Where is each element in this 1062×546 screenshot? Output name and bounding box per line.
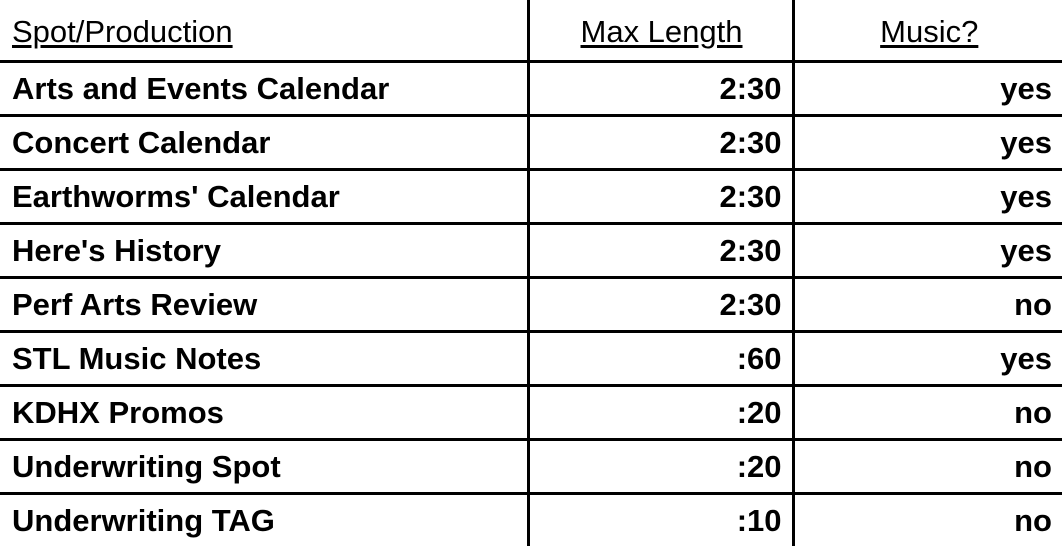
table-row [0, 62, 1062, 116]
cell-max-length: :60 [528, 332, 793, 386]
cell-max-length: 2:30 [528, 170, 793, 224]
cell-max-length: :20 [528, 440, 793, 494]
table-row [0, 224, 1062, 278]
cell-spot-name: Underwriting Spot [0, 440, 528, 494]
cell-spot-name: Arts and Events Calendar [0, 62, 528, 116]
cell-music: no [793, 386, 1062, 440]
cell-max-length: 2:30 [528, 224, 793, 278]
cell-spot-name: Here's History [0, 224, 528, 278]
cell-max-length: 2:30 [528, 62, 793, 116]
cell-max-length: 2:30 [528, 278, 793, 332]
table-row [0, 332, 1062, 386]
table-row [0, 386, 1062, 440]
cell-spot-name: Perf Arts Review [0, 278, 528, 332]
cell-music: yes [793, 116, 1062, 170]
cell-spot-name: Concert Calendar [0, 116, 528, 170]
table-header-row [0, 0, 1062, 62]
cell-spot-name: STL Music Notes [0, 332, 528, 386]
cell-music: no [793, 278, 1062, 332]
column-header-spot-production: Spot/Production [0, 0, 528, 62]
table-row [0, 440, 1062, 494]
table-row [0, 494, 1062, 546]
table-row [0, 170, 1062, 224]
cell-music: no [793, 494, 1062, 546]
cell-music: yes [793, 224, 1062, 278]
column-header-max-length: Max Length [528, 0, 793, 62]
table-row [0, 116, 1062, 170]
cell-music: yes [793, 62, 1062, 116]
table-row [0, 278, 1062, 332]
cell-max-length: 2:30 [528, 116, 793, 170]
cell-max-length: :20 [528, 386, 793, 440]
cell-music: no [793, 440, 1062, 494]
cell-spot-name: KDHX Promos [0, 386, 528, 440]
cell-max-length: :10 [528, 494, 793, 546]
cell-music: yes [793, 332, 1062, 386]
cell-spot-name: Underwriting TAG [0, 494, 528, 546]
cell-music: yes [793, 170, 1062, 224]
cell-spot-name: Earthworms' Calendar [0, 170, 528, 224]
column-header-music: Music? [793, 0, 1062, 62]
